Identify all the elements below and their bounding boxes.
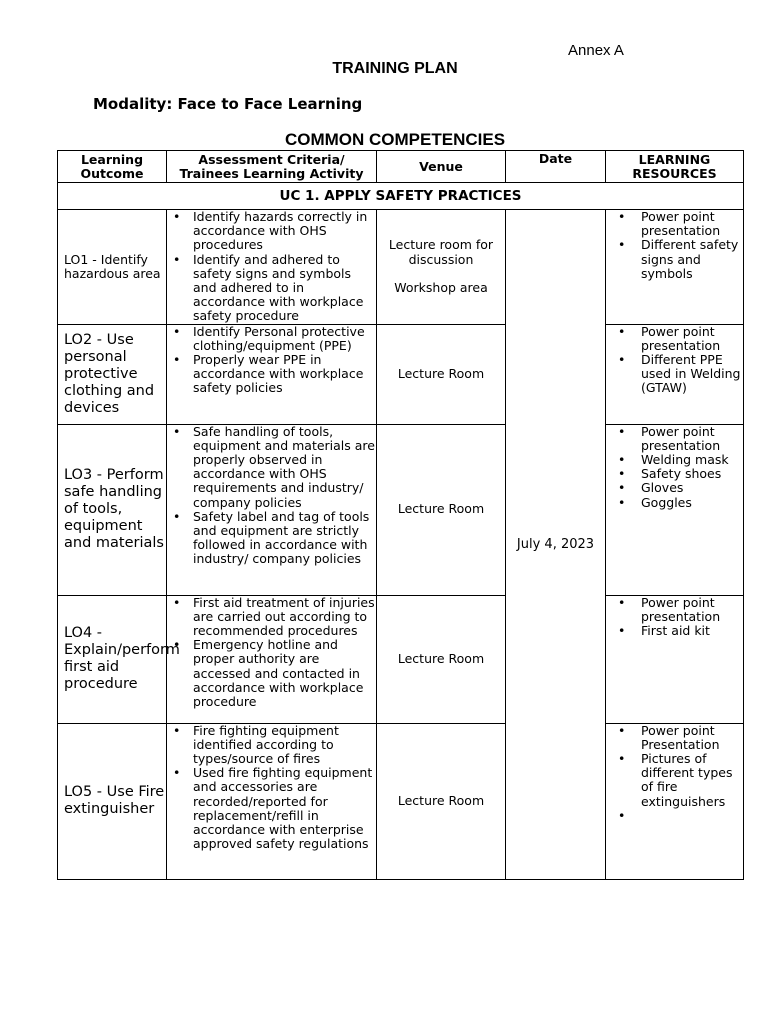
venue-cell: Lecture Room [377,723,506,879]
criteria-cell [167,324,377,424]
criteria-item: • Fire fighting equipment identified according to types/source of fires [167,724,376,767]
header-date: Date [506,151,606,183]
resource-item: • Safety shoes [606,467,743,481]
venue-cell: Lecture Room [377,424,506,595]
learning-outcome: LO3 - Perform safe handling of tools, equipment and materials [58,424,167,595]
unit-row [58,183,744,210]
resources-cell [606,595,744,723]
criteria-item: • Emergency hotline and proper authority are accessed and contacted in accordance with workplace procedure [167,638,376,709]
resource-item: • Different safety signs and symbols [606,238,743,281]
criteria-cell [167,424,377,595]
table-row [58,595,744,723]
table-header-row [58,151,744,183]
resources-cell [606,324,744,424]
header-resources: LEARNING RESOURCES [606,151,744,183]
venue-cell [377,210,506,325]
document-title: TRAINING PLAN [332,60,458,77]
resource-item: • Different PPE used in Welding (GTAW) [606,353,743,396]
resource-item: • Pictures of different types of fire extinguishers [606,752,743,809]
resource-item: • Goggles [606,496,743,510]
table-row [58,424,744,595]
resource-item: • Power point presentation [606,425,743,453]
resource-item: • Power point presentation [606,210,743,238]
learning-outcome: LO4 - Explain/perform first aid procedure [58,595,167,723]
criteria-item: • Identify Personal protective clothing/equipment (PPE) [167,325,376,353]
section-title: COMMON COMPETENCIES [284,130,506,149]
annex-label: Annex A [568,42,624,59]
resources-cell [606,424,744,595]
resource-item [606,809,743,823]
criteria-item: • Used fire fighting equipment and accessories are recorded/reported for replacement/refill in accordance with enterprise approved safety regulations [167,766,376,851]
table-row [58,324,744,424]
criteria-item: • First aid treatment of injuries are carried out according to recommended procedures [167,596,376,639]
criteria-cell [167,210,377,325]
unit-title: UC 1. APPLY SAFETY PRACTICES [58,183,744,210]
venue-text-2: Workshop area [394,280,488,296]
header-outcome: Learning Outcome [58,151,167,183]
venue-cell: Lecture Room [377,595,506,723]
venue-cell: Lecture Room [377,324,506,424]
criteria-cell [167,595,377,723]
table-row [58,723,744,879]
learning-outcome: LO2 - Use personal protective clothing and devices [58,324,167,424]
header-criteria: Assessment Criteria/ Trainees Learning Activity [167,151,377,183]
criteria-item: • Properly wear PPE in accordance with workplace safety policies [167,353,376,396]
resource-item: • Power point presentation [606,325,743,353]
criteria-item: • Safe handling of tools, equipment and materials are properly observed in accordance with OHS requirements and industry/ company policies [167,425,376,510]
modality-label: Modality: Face to Face Learning [93,95,363,113]
training-plan-table [57,150,744,880]
resource-item: • Power point presentation [606,596,743,624]
header-venue: Venue [377,151,506,183]
resource-item: • Welding mask [606,453,743,467]
learning-outcome: LO1 - Identify hazardous area [58,210,167,325]
resources-cell [606,210,744,325]
criteria-item: • Identify hazards correctly in accordance with OHS procedures [167,210,376,253]
resources-cell [606,723,744,879]
criteria-cell [167,723,377,879]
venue-text: Lecture room for discussion [388,237,494,267]
resource-item: • Gloves [606,481,743,495]
criteria-item: • Identify and adhered to safety signs and symbols and adhered to in accordance with workplace safety procedure [167,253,376,324]
date-cell: July 4, 2023 [506,210,606,880]
criteria-item: • Safety label and tag of tools and equipment are strictly followed in accordance with industry/ company policies [167,510,376,567]
resource-item: • First aid kit [606,624,743,638]
learning-outcome: LO5 - Use Fire extinguisher [58,723,167,879]
resource-item: • Power point Presentation [606,724,743,752]
table-row [58,210,744,325]
